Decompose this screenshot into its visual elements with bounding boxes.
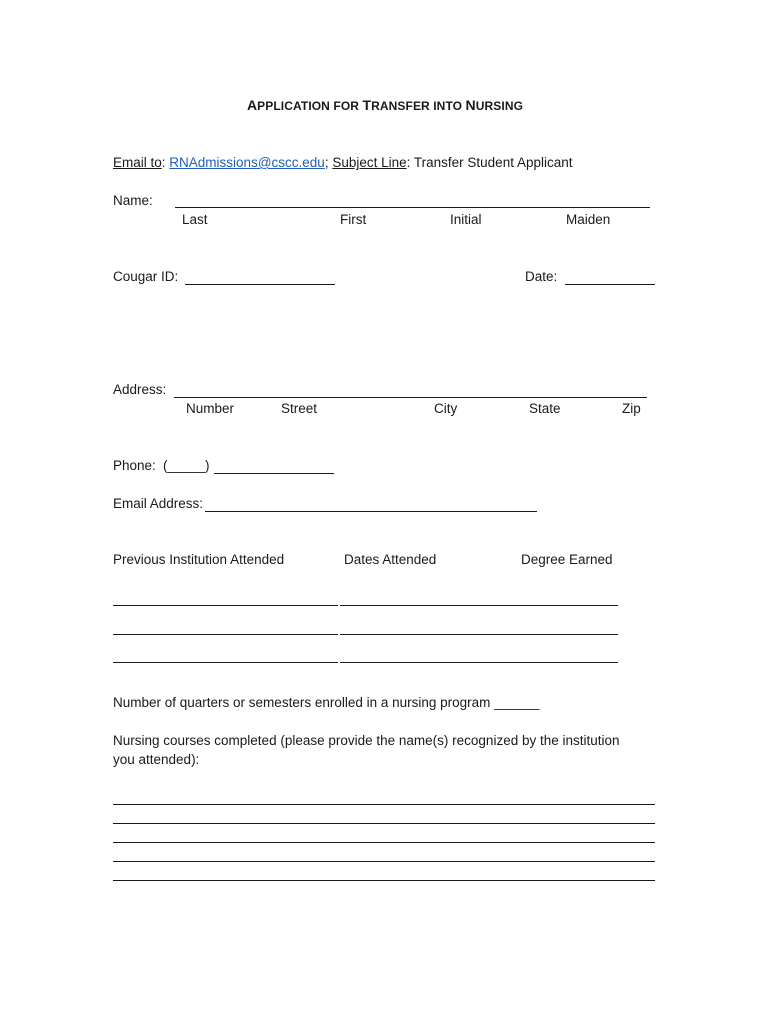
address-city-caption: City	[434, 401, 458, 416]
cougar-id-label: Cougar ID:	[113, 269, 179, 284]
courses-line-5[interactable]	[113, 880, 655, 881]
email-to-label: Email to	[113, 155, 162, 170]
page-title: APPLICATION FOR TRANSFER INTO NURSING	[246, 97, 524, 113]
courses-line-1[interactable]	[113, 804, 655, 805]
institution-field-3[interactable]	[113, 662, 338, 663]
quarters-field[interactable]: ______	[494, 695, 540, 710]
col-degree-header: Degree Earned	[521, 552, 613, 567]
address-number-caption: Number	[186, 401, 235, 416]
admissions-email-link[interactable]: RNAdmissions@cscc.edu	[169, 155, 325, 170]
email-instruction: Email to: RNAdmissions@cscc.edu; Subject Line: Transfer Student Applicant	[113, 155, 573, 170]
dates-degree-field-1[interactable]	[340, 605, 618, 606]
email-address-field[interactable]	[205, 511, 537, 512]
name-initial-caption: Initial	[450, 212, 482, 227]
quarters-label: Number of quarters or semesters enrolled in a nursing program	[113, 695, 491, 710]
email-address-label: Email Address:	[113, 496, 204, 511]
cougar-id-field[interactable]	[185, 284, 335, 285]
dates-degree-field-2[interactable]	[340, 634, 618, 635]
courses-question-line-2: you attended):	[113, 752, 200, 767]
subject-line-value: : Transfer Student Applicant	[406, 155, 573, 170]
institution-field-2[interactable]	[113, 634, 338, 635]
name-maiden-caption: Maiden	[566, 212, 611, 227]
quarters-question	[113, 695, 539, 711]
courses-line-4[interactable]	[113, 861, 655, 862]
date-label: Date:	[525, 269, 558, 284]
name-first-caption: First	[340, 212, 367, 227]
address-field[interactable]	[174, 397, 647, 398]
col-institution-header: Previous Institution Attended	[113, 552, 285, 567]
subject-line-label: Subject Line	[332, 155, 407, 170]
address-street-caption: Street	[281, 401, 318, 416]
name-label: Name:	[113, 193, 153, 208]
col-dates-header: Dates Attended	[344, 552, 437, 567]
date-field[interactable]	[565, 284, 655, 285]
courses-question-line-1: Nursing courses completed (please provide the name(s) recognized by the institution	[113, 733, 620, 748]
phone-area-code-field[interactable]: (_____)	[163, 458, 210, 473]
courses-line-2[interactable]	[113, 823, 655, 824]
address-zip-caption: Zip	[622, 401, 641, 416]
name-last-caption: Last	[182, 212, 208, 227]
name-field[interactable]	[175, 207, 650, 208]
courses-line-3[interactable]	[113, 842, 655, 843]
phone-number-field[interactable]	[214, 473, 334, 474]
address-state-caption: State	[529, 401, 561, 416]
phone-label: Phone:	[113, 458, 156, 473]
institution-field-1[interactable]	[113, 605, 338, 606]
address-label: Address:	[113, 382, 167, 397]
dates-degree-field-3[interactable]	[340, 662, 618, 663]
